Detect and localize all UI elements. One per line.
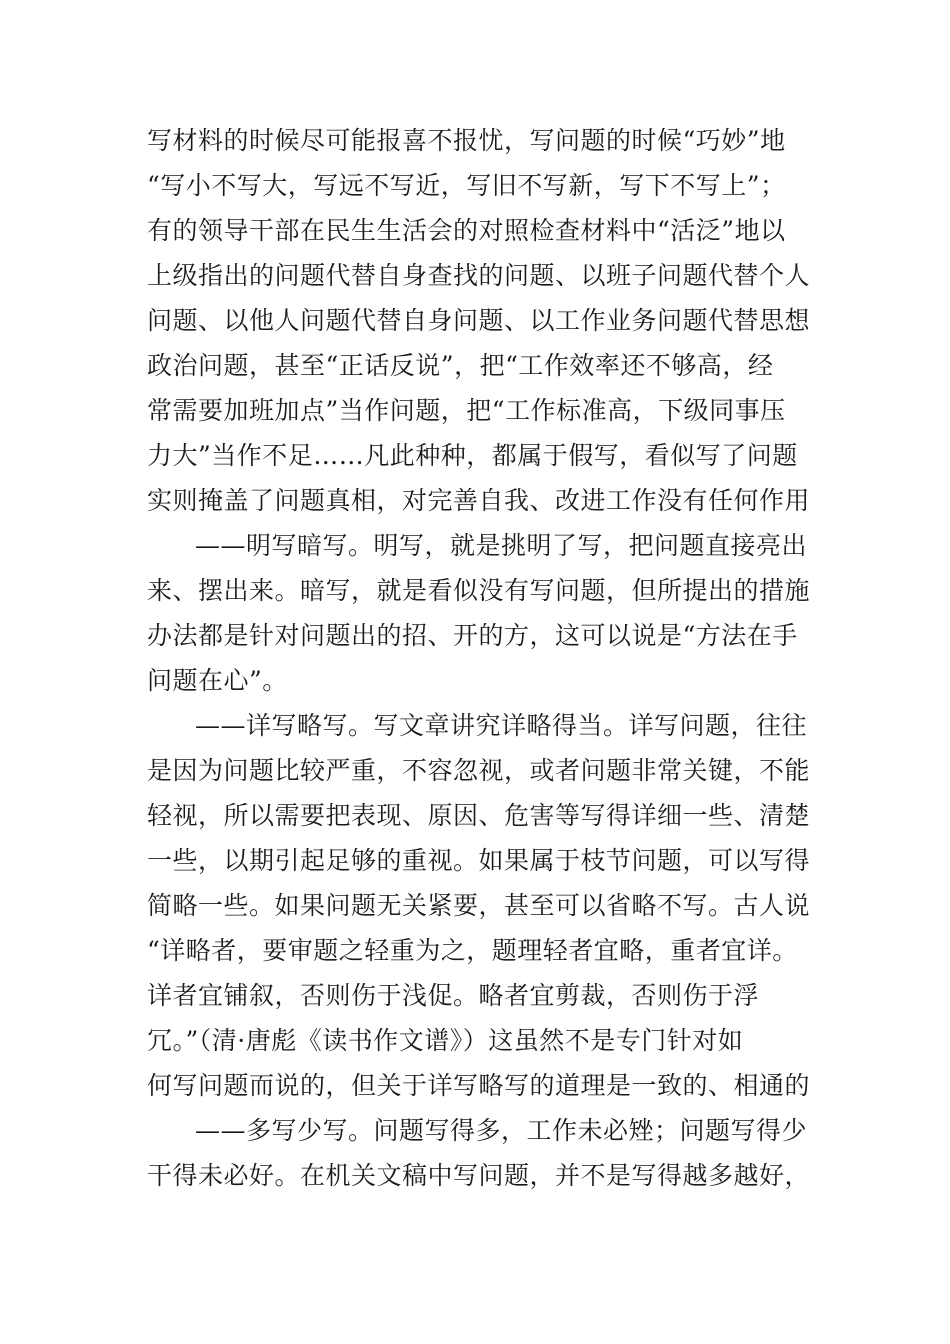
text-line: 轻视，所以需要把表现、原因、危害等写得详细一些、清楚: [147, 801, 811, 830]
text-line: 实则掩盖了问题真相，对完善自我、改进工作没有任何作用: [147, 486, 811, 515]
text-line: 问题在心”。: [147, 666, 288, 695]
text-line: 有的领导干部在民生生活会的对照检查材料中“活泛”地以: [147, 216, 786, 245]
paragraph-first-line: ——多写少写。问题写得多，工作未必矬；问题写得少: [195, 1116, 808, 1145]
text-line: 冗。”（清·唐彪《读书作文谱》）这虽然不是专门针对如: [147, 1026, 744, 1055]
text-line: 简略一些。如果问题无关紧要，甚至可以省略不写。古人说: [147, 891, 811, 920]
paragraph-first-line: ——详写略写。写文章讲究详略得当。详写问题，往往: [195, 711, 808, 740]
text-line: 问题、以他人问题代替自身问题、以工作业务问题代替思想: [147, 306, 811, 335]
text-line: 何写问题而说的，但关于详写略写的道理是一致的、相通的: [147, 1071, 811, 1100]
text-line: 常需要加班加点”当作问题，把“工作标准高，下级同事压: [147, 396, 786, 425]
text-line: “写小不写大，写远不写近，写旧不写新，写下不写上”；: [147, 171, 786, 200]
text-line: 办法都是针对问题出的招、开的方，这可以说是“方法在手: [147, 621, 798, 650]
text-line: “详略者，要审题之轻重为之，题理轻者宜略，重者宜详。: [147, 936, 798, 965]
text-line: 上级指出的问题代替自身查找的问题、以班子问题代替个人: [147, 261, 811, 290]
text-line: 政治问题，甚至“正话反说”，把“工作效率还不够高，经: [147, 351, 774, 380]
text-line: 是因为问题比较严重，不容忽视，或者问题非常关键，不能: [147, 756, 811, 785]
paragraph-first-line: ——明写暗写。明写，就是挑明了写，把问题直接亮出: [195, 531, 808, 560]
text-line: 力大”当作不足……凡此种种，都属于假写，看似写了问题: [147, 441, 798, 470]
text-line: 来、摆出来。暗写，就是看似没有写问题，但所提出的措施: [147, 576, 811, 605]
text-line: 一些，以期引起足够的重视。如果属于枝节问题，可以写得: [147, 846, 811, 875]
text-line: 写材料的时候尽可能报喜不报忧，写问题的时候“巧妙”地: [147, 126, 786, 155]
text-line: 详者宜铺叙，否则伤于浅促。略者宜剪裁，否则伤于浮: [147, 981, 760, 1010]
text-line: 干得未必好。在机关文稿中写问题，并不是写得越多越好，: [147, 1161, 811, 1190]
body-text: [147, 118, 813, 1198]
